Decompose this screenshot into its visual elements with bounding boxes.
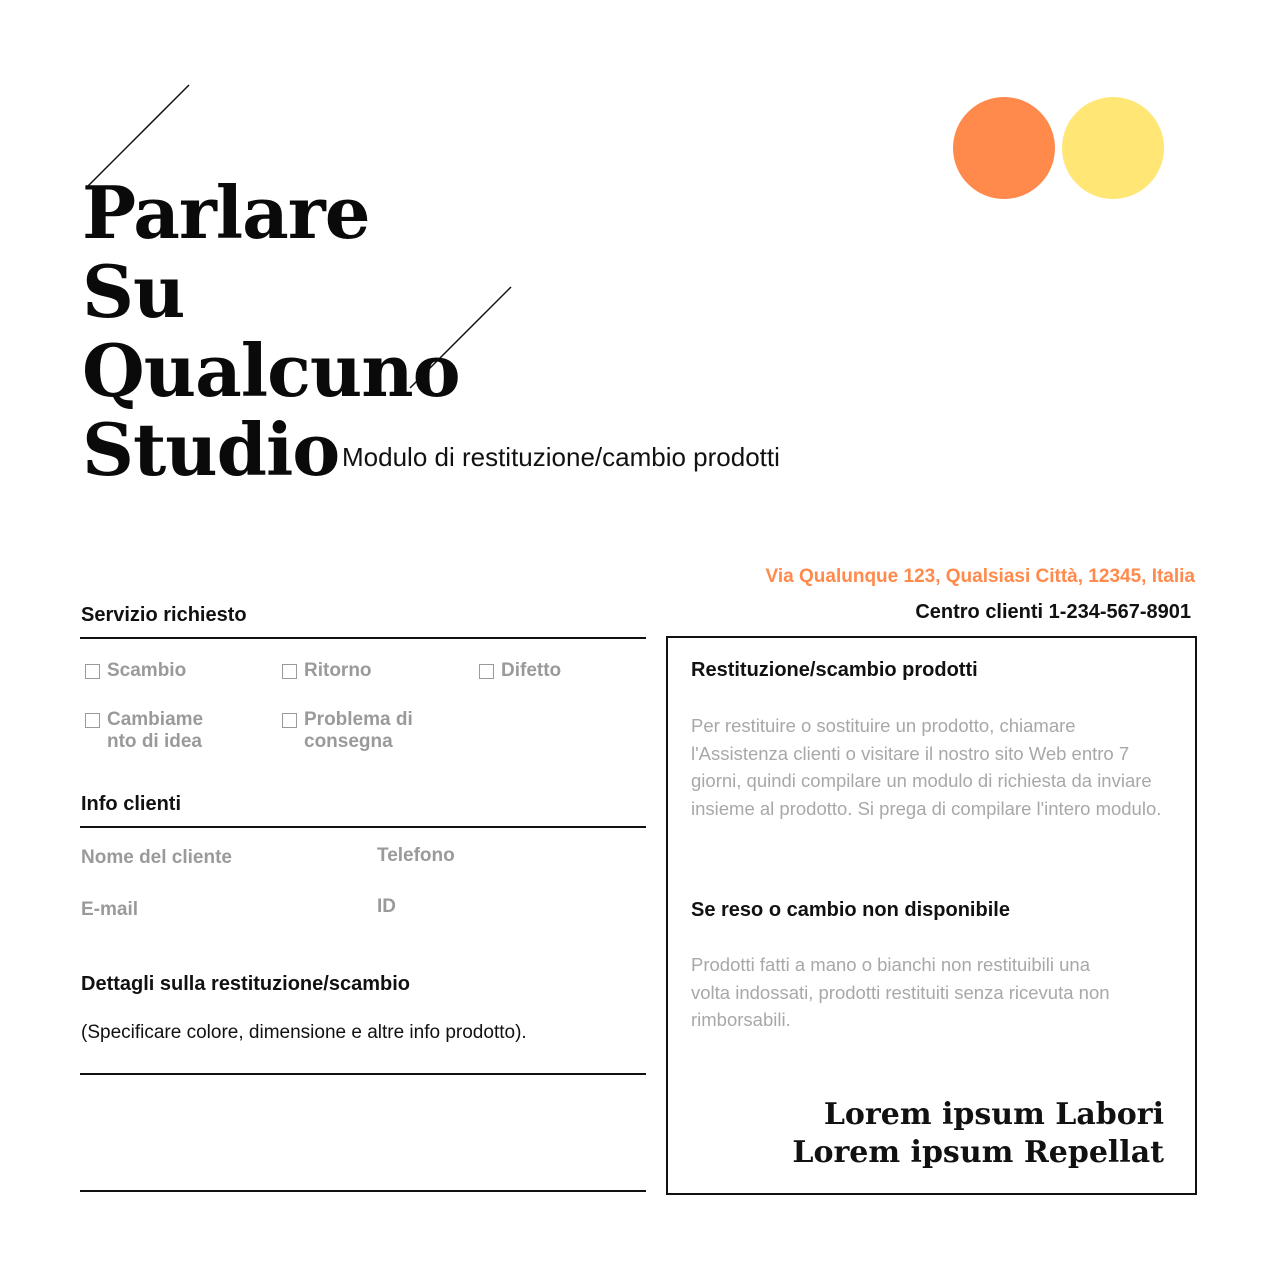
customer-center-phone: Centro clienti 1-234-567-8901 xyxy=(915,601,1191,623)
yellow-circle xyxy=(1062,97,1164,199)
exchange-checkbox[interactable] xyxy=(85,664,100,679)
option-return[interactable] xyxy=(282,660,372,682)
return-policy-box xyxy=(666,636,1197,1195)
option-delivery-problem-label: Problema di consegna xyxy=(304,709,413,752)
option-defect[interactable] xyxy=(479,660,561,682)
return-exchange-heading: Restituzione/scambio prodotti xyxy=(691,659,978,681)
option-exchange-label: Scambio xyxy=(107,660,187,681)
return-exchange-text: Per restituire o sostituire un prodotto, chiamare l'Assistenza clienti o visitare il nostro sito Web entro 7 giorni, quindi compilare un modulo di richiesta da inviare insieme al prodotto. Si prega di compilare l'intero modulo. xyxy=(691,715,1162,819)
service-heading: Servizio richiesto xyxy=(81,604,247,626)
footer-line-2: Lorem ipsum Repellat xyxy=(792,1135,1164,1170)
option-exchange[interactable] xyxy=(85,660,186,682)
customer-name-field[interactable]: Nome del cliente xyxy=(81,847,232,868)
change-of-mind-checkbox[interactable] xyxy=(85,713,100,728)
customer-info-rule xyxy=(80,826,646,828)
company-address: Via Qualunque 123, Qualsiasi Città, 12345, Italia xyxy=(765,566,1195,587)
service-rule xyxy=(80,637,646,639)
orange-circle xyxy=(953,97,1055,199)
customer-info-heading: Info clienti xyxy=(81,793,181,815)
details-heading: Dettagli sulla restituzione/scambio xyxy=(81,973,410,995)
details-note: (Specificare colore, dimensione e altre info prodotto). xyxy=(81,1022,527,1043)
option-change-of-mind-label: Cambiame nto di idea xyxy=(107,709,204,752)
title-line-4: Studio xyxy=(82,407,340,492)
defect-checkbox[interactable] xyxy=(479,664,494,679)
title-line-2: Su xyxy=(82,249,185,334)
details-rule-2 xyxy=(80,1190,646,1192)
title-line-1: Parlare xyxy=(82,170,370,255)
delivery-problem-checkbox[interactable] xyxy=(282,713,297,728)
return-checkbox[interactable] xyxy=(282,664,297,679)
form-subtitle: Modulo di restituzione/cambio prodotti xyxy=(342,442,780,472)
title-line-3: Qualcuno xyxy=(82,328,460,413)
option-delivery-problem[interactable] xyxy=(282,709,413,753)
phone-field[interactable]: Telefono xyxy=(377,845,455,866)
id-field[interactable]: ID xyxy=(377,896,396,917)
box-footer-text xyxy=(792,1096,1164,1172)
option-return-label: Ritorno xyxy=(304,660,372,681)
footer-line-1: Lorem ipsum Labori xyxy=(823,1097,1164,1132)
not-available-heading: Se reso o cambio non disponibile xyxy=(691,899,1010,921)
email-field[interactable]: E-mail xyxy=(81,899,139,920)
details-rule-1 xyxy=(80,1073,646,1075)
not-available-text: Prodotti fatti a mano o bianchi non restituibili una volta indossati, prodotti restituiti senza ricevuta non rimborsabili. xyxy=(691,954,1110,1030)
option-change-of-mind[interactable] xyxy=(85,709,203,753)
option-defect-label: Difetto xyxy=(501,660,562,681)
